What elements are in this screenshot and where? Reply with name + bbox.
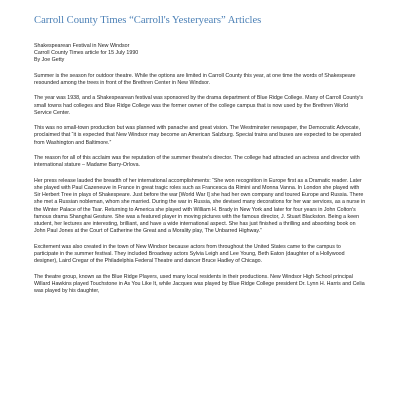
article-headline: Shakespearean Festival in New Windsor bbox=[34, 43, 130, 49]
article-source: Carroll County Times article for 15 July 1990 bbox=[34, 50, 139, 57]
paragraph: Her press release lauded the breadth of her international accomplishments: “She won recognition in Europe first as a Dramatic reader. Later she played with Paul Cazeneuve in France in great tragic roles such as Francesca da Rimini and Monna Vanna. In London she played with Sir Herbert Tree in plays of Shakespeare. Just before the war [World War I] she had her own company and toured Europe and Russia. There she met a Russian nobleman, whom she married. During the war in Russia, she devised many decorations for her war services, as a nurse in the Winter Palace of the Tsar. Returning to America she played with William H. Brady in New York and later for four years in John Colton's famous drama Shanghai Gesture. She was a featured player in moving pictures with the famous director, J. Stuart Blackston. Being a keen student, her lectures are interesting, brilliant, and have a wide international aspect. She has just finished a thrilling and absorbing book on John Paul Jones at the Court of Catherine the Great and a Morality play, The Unbarred Highway.” bbox=[34, 177, 366, 235]
paragraph: This was no small-town production but was planned with panache and great vision. The Westminster newspaper, the Democratic Advocate, proclaimed that “it is expected that New Windsor may become an American Salzburg. Special trains and buses are expected to be operated from Washington and Baltimore.” bbox=[34, 125, 362, 146]
paragraph: The reason for all of this acclaim was the reputation of the summer theatre's director. The college had attracted an actress and director with international stature – Madame Barry-Orlova. bbox=[34, 155, 360, 169]
paragraph: The theatre group, known as the Blue Ridge Players, used many local residents in their productions. New Windsor High School principal Willard Hawkins played Touchstone in As You Like It, while Jacques was played by Blue Ridge College president Dr. Lynn H. Harris and Celia was played by his daughter, bbox=[34, 273, 365, 295]
article-body bbox=[34, 73, 366, 296]
paragraph: Excitement was also created in the town of New Windsor because actors from throughout the United States came to the campus to participate in the summer festival. They included Broadway actors Sylvia Leigh and Lee Young, Beth Eaton (daughter of a Hollywood designer), Laird Cregar of the Philadelphia Federal Theatre and dancer Bruce Hadley of Chicago. bbox=[34, 243, 345, 265]
article-byline: By Joe Getty bbox=[34, 57, 65, 64]
paragraph: Summer is the season for outdoor theatre. While the options are limited in Carroll County this year, at one time the words of Shakespeare resounded among the trees in front of the Brethren Center in New Windsor. bbox=[34, 72, 356, 86]
document-title: Carroll County Times “Carroll's Yesteryears” Articles bbox=[34, 15, 262, 26]
paragraph: The year was 1938, and a Shakespearean festival was sponsored by the drama department of Blue Ridge College. Many of Carroll County's small towns had colleges and Blue Ridge College was the former owner of the college campus that is now used by the Brethren World Service Center. bbox=[34, 95, 364, 116]
article-meta bbox=[34, 43, 366, 65]
